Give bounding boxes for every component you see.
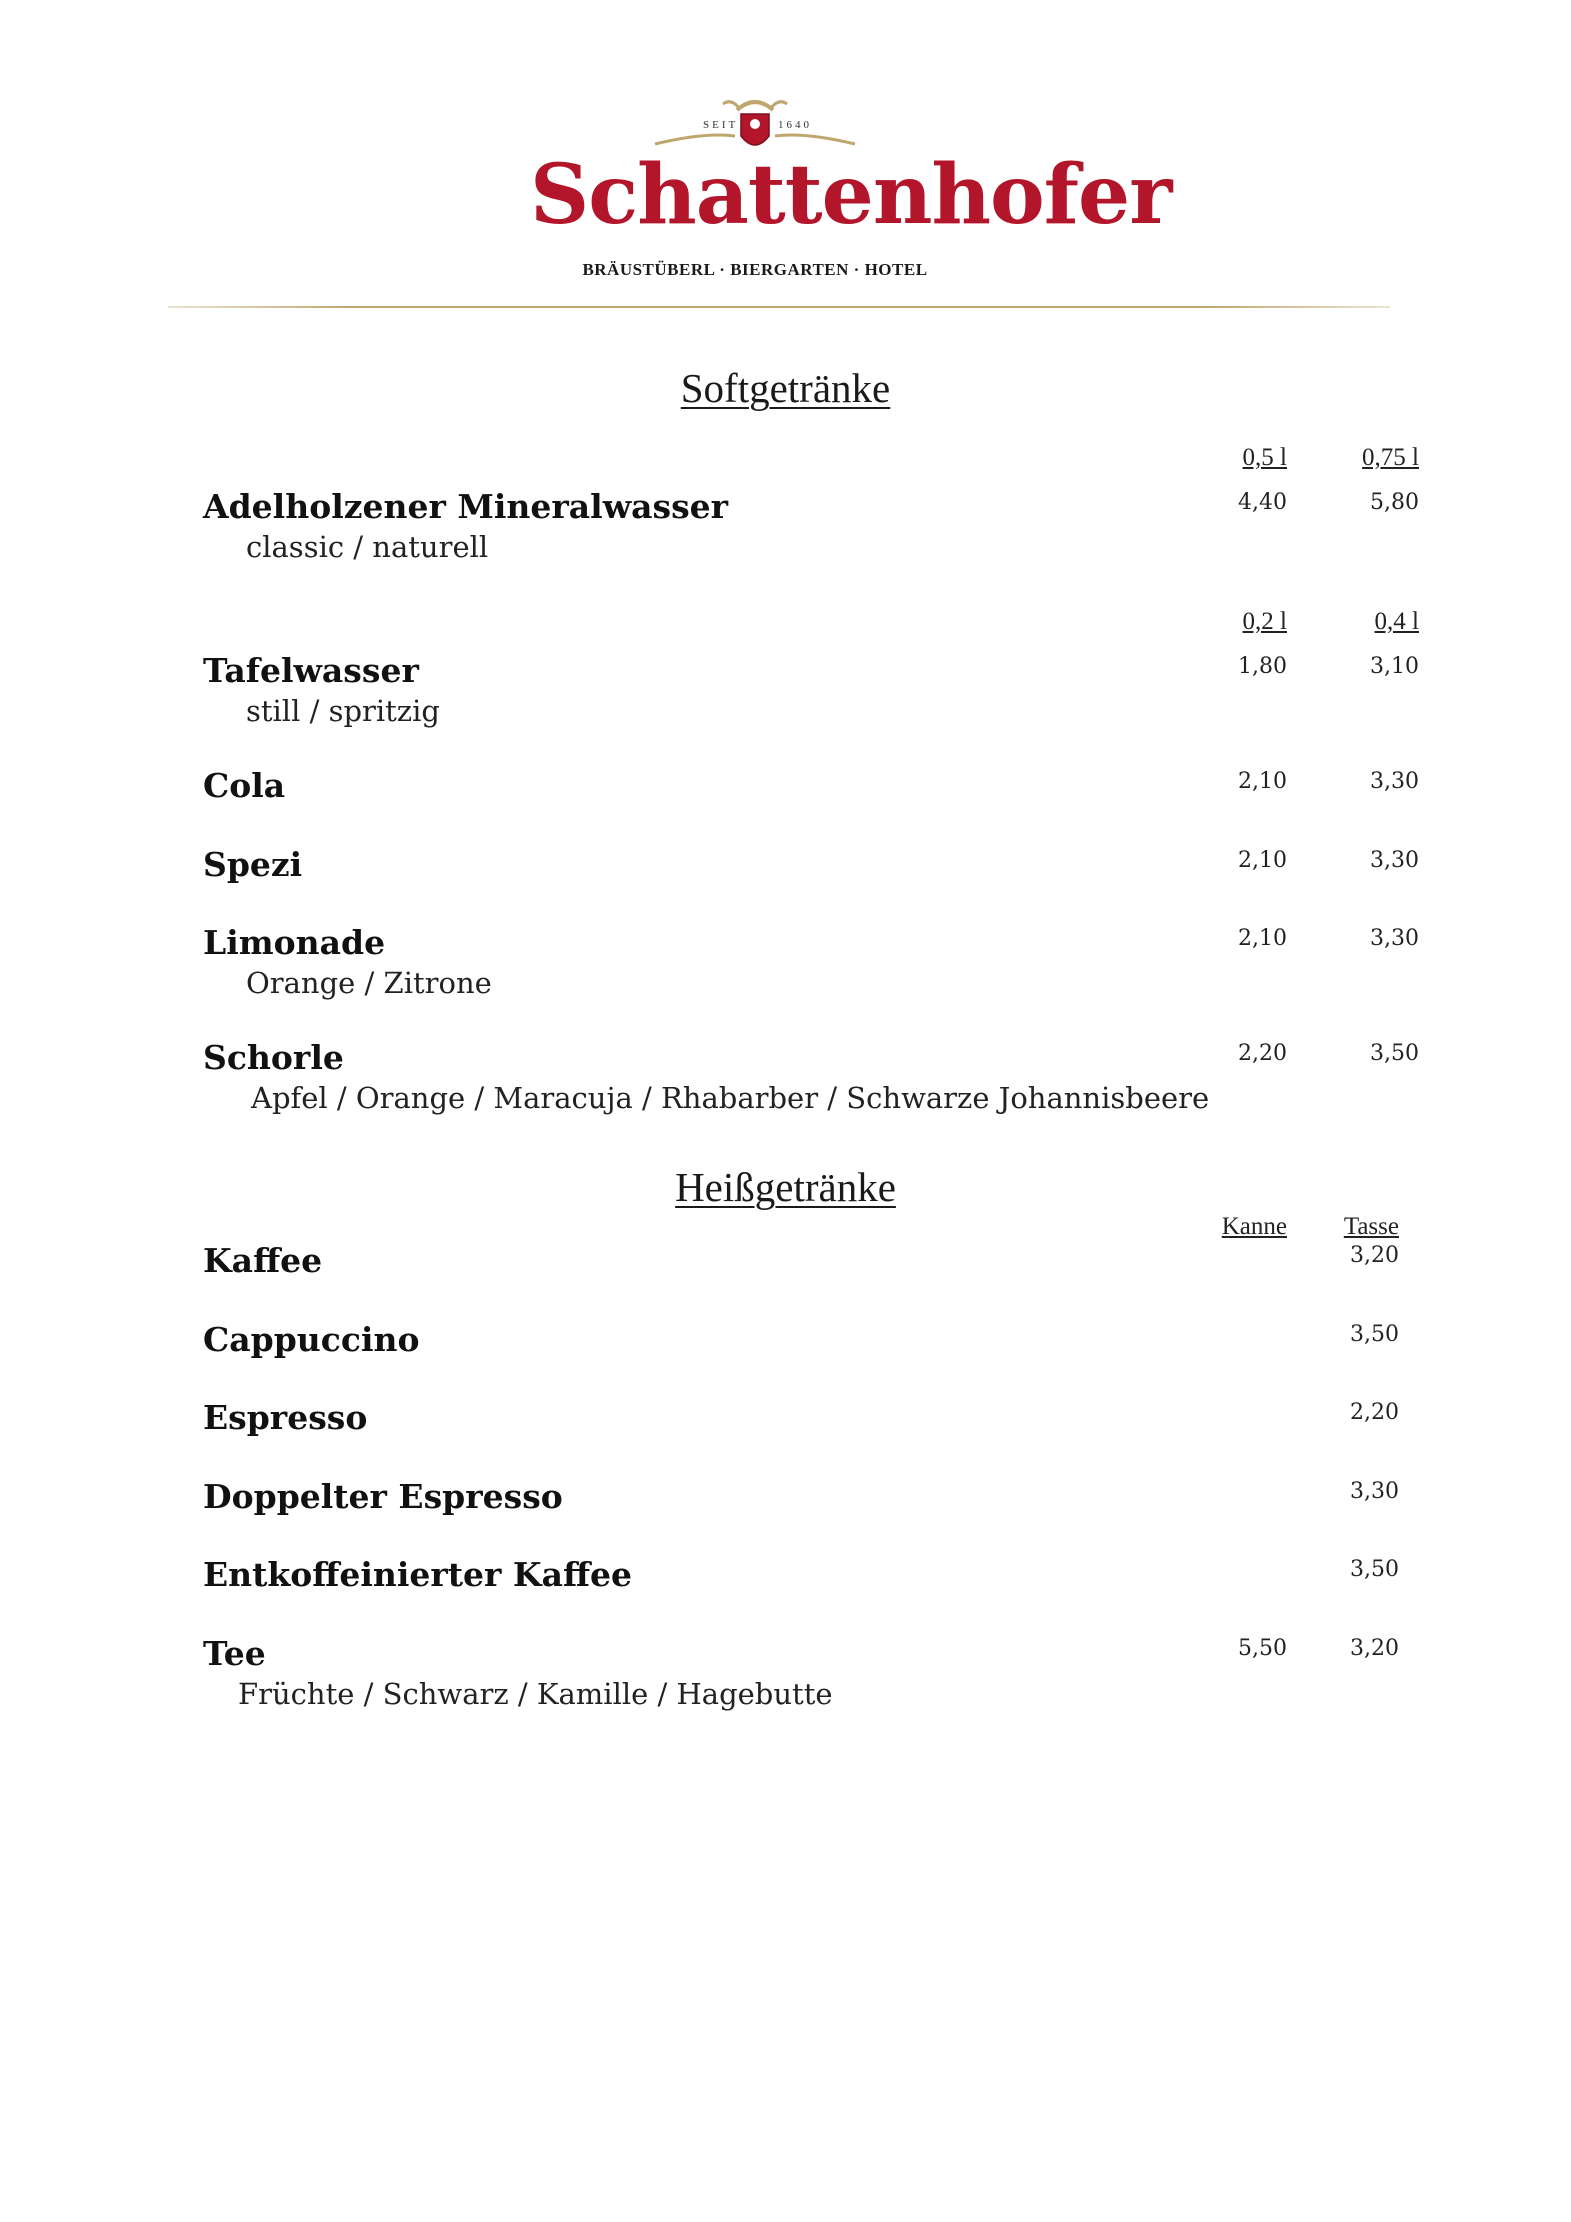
price: 3,30: [1370, 848, 1419, 873]
price: 3,30: [1370, 926, 1419, 951]
svg-text:1640: 1640: [778, 119, 812, 131]
price: 3,50: [1370, 1041, 1419, 1066]
col-head-02: 0,2 l: [1242, 608, 1287, 635]
price: 2,20: [1238, 1041, 1287, 1066]
col-head-075: 0,75 l: [1362, 444, 1419, 471]
item-name: Tee: [203, 1634, 266, 1673]
svg-text:SEIT: SEIT: [703, 119, 739, 131]
item-name: Doppelter Espresso: [203, 1477, 563, 1516]
item-name: Cola: [203, 766, 286, 805]
brand-logo: [530, 92, 1172, 292]
price: 3,50: [1350, 1322, 1399, 1347]
item-name: Kaffee: [203, 1241, 323, 1280]
col-head-kanne: Kanne: [1221, 1213, 1287, 1240]
section-title-hot: Heißgetränke: [675, 1164, 896, 1210]
col-head-04: 0,4 l: [1374, 608, 1419, 635]
price: 2,10: [1238, 769, 1287, 794]
col-head-tasse: Tasse: [1343, 1213, 1399, 1240]
brand-wordmark: Schattenhofer: [530, 147, 1172, 243]
item-name: Limonade: [203, 923, 386, 962]
price: 1,80: [1238, 654, 1287, 679]
item-sub: Apfel / Orange / Maracuja / Rhabarber / Schwarze Johannisbeere: [251, 1081, 1210, 1115]
item-sub: Orange / Zitrone: [246, 966, 492, 1000]
item-name: Tafelwasser: [203, 651, 419, 690]
price: 5,50: [1238, 1636, 1287, 1661]
price: 2,10: [1238, 926, 1287, 951]
price: 3,20: [1350, 1636, 1399, 1661]
price: 3,10: [1370, 654, 1419, 679]
item-name: Cappuccino: [203, 1320, 420, 1359]
item-name: Entkoffeinierter Kaffee: [203, 1555, 633, 1594]
price: 3,30: [1370, 769, 1419, 794]
price: 2,20: [1350, 1400, 1399, 1425]
header-divider: [168, 306, 1390, 308]
price: 3,30: [1350, 1479, 1399, 1504]
item-sub: still / spritzig: [246, 694, 440, 728]
section-title-soft: Softgetränke: [680, 365, 891, 411]
brand-tagline: BRÄUSTÜBERL · BIERGARTEN · HOTEL: [582, 260, 928, 279]
item-name: Espresso: [203, 1398, 368, 1437]
item-name: Schorle: [203, 1038, 344, 1077]
col-head-05: 0,5 l: [1242, 444, 1287, 471]
item-name: Spezi: [203, 845, 303, 884]
item-sub: classic / naturell: [246, 530, 489, 564]
item-name: Adelholzener Mineralwasser: [203, 487, 729, 526]
price: 2,10: [1238, 848, 1287, 873]
price: 5,80: [1370, 490, 1419, 515]
price: 4,40: [1238, 490, 1287, 515]
item-sub: Früchte / Schwarz / Kamille / Hagebutte: [238, 1677, 833, 1711]
price: 3,50: [1350, 1557, 1399, 1582]
price: 3,20: [1350, 1243, 1399, 1268]
